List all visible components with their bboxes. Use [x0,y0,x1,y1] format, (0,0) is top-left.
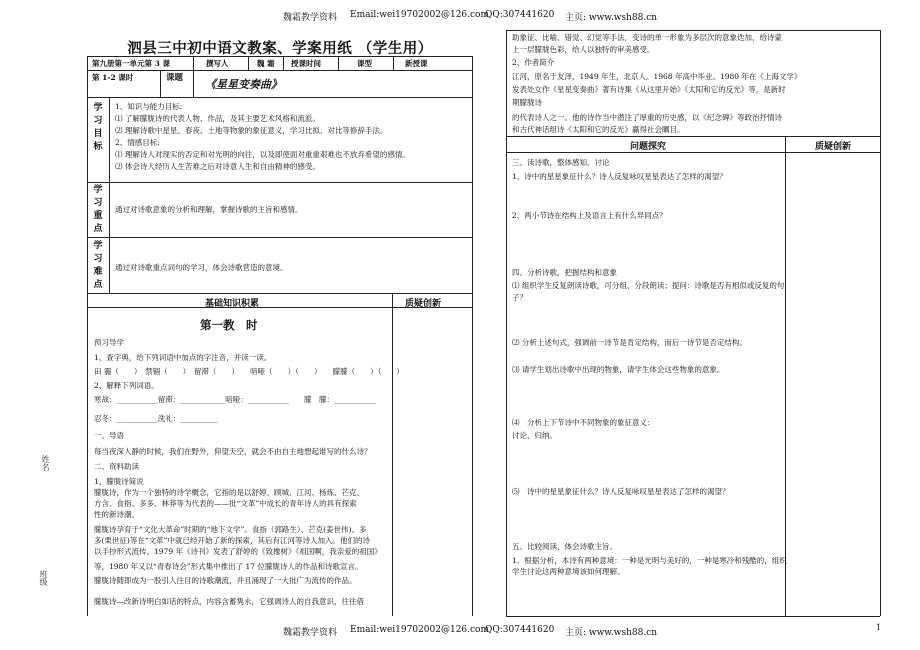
key-label: 学 习 重 点 [93,185,103,234]
intro-line: 期朦胧诗 [512,98,542,107]
goal-line: 1、知识与能力目标: [115,102,183,111]
inquiry-line: 讨论、归纳。 [512,431,557,440]
page-number: 1 [876,623,882,632]
body-line: 一、导语 [94,431,124,440]
inquiry-line: ⑴ 组织学生反复朗读诗歌，可分组、分段朗读；提问：诗歌是否有相似或反复的句 [512,281,785,290]
body-line: 1、朦胧诗简说 [94,477,144,486]
inquiry-line: ⑸ 诗中的星星象征什么？诗人反复咏叹星星表达了怎样的渴望？ [512,487,730,496]
header-qq: QQ:307441620 [485,10,555,20]
section-innovation: 质疑创新 [815,142,852,152]
section-inquiry: 问题探究 [630,142,667,152]
key-text: 通过对诗歌意象的分析和理解，掌握诗歌的主旨和感情。 [115,205,303,214]
intro-line: 2、作者简介 [512,58,555,67]
intro-line: 和古代神话组诗《太阳和它的反光》赢得社会瞩目。 [512,125,685,134]
inquiry-line: 2、两小节诗在结构上及语言上有什么异同点？ [512,211,667,220]
goal-line: 2、情感目标: [115,138,160,147]
body-line: 性的新诗潮。 [94,510,139,519]
body-line: 多(栗世征)等在“文革”中就已经开始了新的探索，其后有江河等诗人加入。他们的诗 [94,536,371,545]
body-line: 每当夜深人静的时候，我们在野外，仰望天空，就会不由自主地想起谁写的什么诗？ [94,447,372,456]
body-line: 朦胧诗随即成为一股引人注目的诗歌潮流，并且涌现了一大批广为流传的作品。 [94,576,357,585]
body-line: 忍冬：___________洗礼：__________ [94,414,218,423]
worksheet-title: 泗县三中初中语文教案、学案用纸 （学生用） [127,40,433,57]
class-label: 班级 [39,570,48,586]
body-line: 方含、食指、多多、林莽等为代表的——批“文革”中成长的青年诗人的具有探索 [94,499,357,508]
goals-label: 学 习 目 标 [93,103,103,152]
body-line: 以手抄形式流传。1979 年《诗刊》发表了舒婷的《致橡树》《祖国啊，我亲爱的祖国》 [94,547,382,556]
inquiry-line: ⑵ 分析上述句式，强调前一诗节是肯定结构，而后一诗节是否定结构。 [512,338,747,347]
info-type-label: 课型 [357,59,372,68]
footer-brand: 魏霜教学资料 [283,628,338,638]
inquiry-line: 1、诗中的星星象征什么？诗人反复咏叹星星表达了怎样的渴望？ [512,172,727,181]
inquiry-line: ⑶ 请学生划出诗歌中出现的物象，请学生体会这些物象的意象。 [512,365,725,374]
info-type: 新授课 [405,59,428,68]
period: 第 1-2 课时 [92,73,134,82]
info-time-label: 授课时间 [291,59,321,68]
body-line: 朦胧诗孕育于“文化大革命”时期的“地下文学”。食指（郭路生）、芒克(姜世伟)、多 [94,525,367,534]
section-questions: 质疑创新 [405,299,442,309]
intro-line: 发表处女作《星星变奏曲》著有诗集《从这里开始》《太阳和它的反光》等，是新时 [512,85,786,94]
goal-line: ⑵ 体会诗人经历人生苦难之后对诗意人生和自由精神的感受。 [115,162,320,171]
intro-line: 助象征、比喻、错觉、幻觉等手法，变诗的单一形象为多层次的意象迭加，给诗蒙 [512,33,782,42]
body-line: 二、资料助读 [94,462,139,471]
section-basics: 基础知识积累 [205,299,260,309]
footer-email: Email:wei19702002@126.com [350,625,490,635]
body-line: 朦胧诗—改新诗明白如话的特点，内容含蓄隽永，它强调诗人的自我意识，往往借 [94,597,364,606]
intro-line: 上一层朦胧色彩，给人以独特的审美感受。 [512,45,655,54]
inquiry-line: 学生讨论这两种意境该如何理解。 [512,567,625,576]
body-line: 预习导学 [94,338,124,347]
info-author-label: 撰写人 [206,59,229,68]
footer-site: 主页: www.wsh88.cn [565,628,658,638]
body-line: 田 霾（ ） 禁锢（ ） 留滞（ ） 喑哑（ ）（ ） 朦朦（ ）（ ） [94,367,404,376]
difficulty-label: 学 习 难 点 [93,241,103,290]
name-label: 姓名 [41,455,50,471]
topic-label: 课题 [166,73,184,83]
footer-qq: QQ:307441620 [485,625,555,635]
body-line: 2、解释下列词语。 [94,381,159,390]
body-line: 等，1980 年又以“青春诗会”形式集中推出了 17 位朦胧诗人的作品和诗歌宣言。 [94,562,363,571]
inquiry-line: ⑷ 分析上下节诗中不同物象的象征意义： [512,418,655,427]
intro-line: 的代表诗人之一。他的诗作当中潜注了厚重的历史感，以《纪念碑》等政治抒情诗 [512,113,782,122]
info-author: 魏 霜 [257,59,275,68]
inquiry-line: 1、根据分析，本诗有两种意境：一种是光明与美好的，一种是寒冷和残酷的，组织 [512,556,787,565]
inquiry-line: 四、分析诗歌，把握结构和意象 [512,268,617,277]
header-site: 主页: www.wsh88.cn [565,13,658,23]
lesson-heading: 第一教 时 [200,318,258,332]
header-email: Email:wei19702002@126.com [350,10,490,20]
difficulty-text: 通过对诗歌重点词句的学习，体会诗歌营造的意境。 [115,263,288,272]
topic: 《星星变奏曲》 [205,78,282,91]
intro-line: 江河，原名于友泽，1949 年生，北京人。1968 年高中毕业。1980 年在《上海文学》 [512,72,802,81]
goal-line: ⑵ 理解诗歌中星星、春夜、土地等物象的象征意义，学习比拟、对比等修辞手法。 [115,126,388,135]
inquiry-line: 五、比较阅读，体会诗歌主旨。 [512,542,617,551]
body-line: 朦胧诗，作为一个独特的诗学概念，它指的是以舒婷、顾城、江河、杨炼、芒克、 [94,488,364,497]
body-line: 寒战：___________留滞：____________喑哑：___________ 朦 朦：___________ [94,395,376,404]
info-lesson: 第九册第一单元第 3 课 [92,59,170,68]
inquiry-line: 子？ [512,293,527,302]
body-line: 1、查字典，给下列词语中加点的字注音，并读一读。 [94,353,272,362]
goal-line: ⑴ 理解诗人对现实的否定和对光明的向往，以及即使面对重重艰难也不放弃希望的感情。 [115,150,410,159]
header-brand: 魏霜教学资料 [283,13,338,23]
inquiry-line: 三、读诗歌，整体感知、讨论 [512,158,610,167]
goal-line: ⑴ 了解朦胧诗的代表人物、作品，及其主要艺术风格和流派。 [115,114,320,123]
